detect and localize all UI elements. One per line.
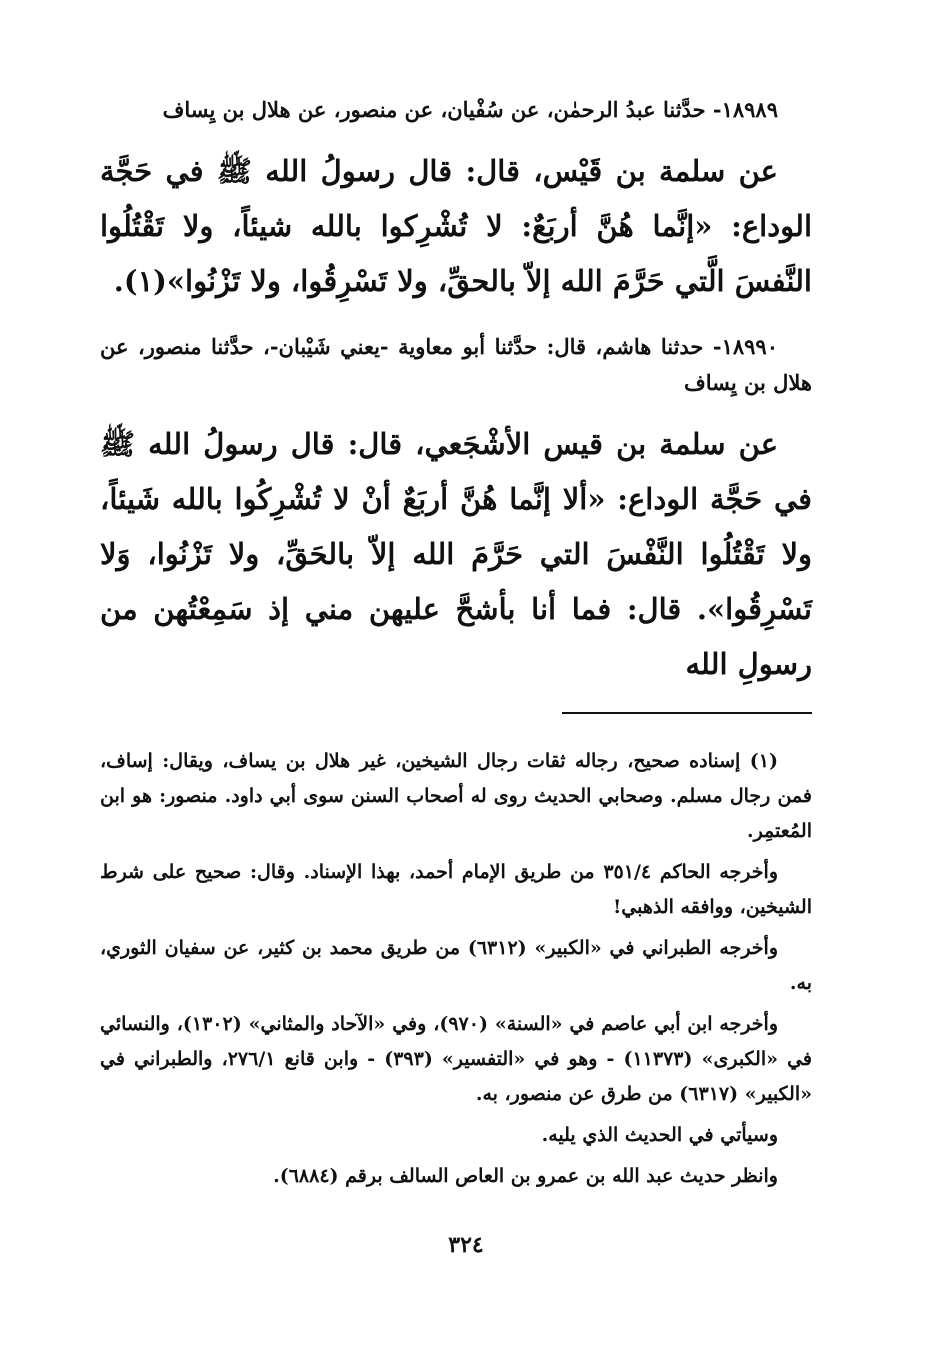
footnote-3: وأخرجه الطبراني في «الكبير» (٦٣١٢) من طريق محمد بن كثير، عن سفيان الثوري، به.	[100, 937, 812, 994]
hadith-18990-matn: عن سلمة بن قيس الأشْجَعي، قال: قال رسولُ الله ﷺ في حَجَّة الوداع: «ألا إنَّما هُنَّ أربَعٌ أنْ لا تُشْرِكُوا بالله شَيئاً، ولا تَقْتُلُوا النَّفْسَ التي حَرَّمَ الله إلاّ بالحَقِّ، ولا تَزْنُوا، وَلا تَسْرِقُوا». قال: فما أنا بأشحَّ عليهن مني إذ سَمِعْتُهن من رسولِ الله	[100, 427, 812, 681]
hadith-18989-isnad: ١٨٩٨٩- حدَّثنا عبدُ الرحمٰن، عن سُفْيان، عن منصور، عن هلال بن يِساف	[162, 97, 778, 122]
footnote-2: وأخرجه الحاكم ٣٥١/٤ من طريق الإمام أحمد، بهذا الإسناد. وقال: صحيح على شرط الشيخين، ووافقه الذهبي!	[100, 861, 812, 918]
footnote-separator	[562, 712, 812, 714]
footnote-6: وانظر حديث عبد الله بن عمرو بن العاص السالف برقم (٦٨٨٤).	[273, 1165, 778, 1187]
page-body	[100, 92, 812, 1200]
footnote-5: وسيأتي في الحديث الذي يليه.	[541, 1124, 778, 1146]
hadith-18990-isnad: ١٨٩٩٠- حدثنا هاشم، قال: حدَّثنا أبو معاوية -يعني شَيْبان-، حدَّثنا منصور، عن هلال بن يِساف	[100, 334, 812, 395]
hadith-18989-matn: عن سلمة بن قَيْس، قال: قال رسولُ الله ﷺ في حَجَّة الوداع: «إنَّما هُنَّ أربَعٌ: لا تُشْرِكوا بالله شيئاً، ولا تَقْتُلُوا النَّفسَ الَّتي حَرَّمَ الله إلاّ بالحقِّ، ولا تَسْرِقُوا، ولا تَزْنُوا»(١).	[100, 154, 812, 298]
footnotes	[100, 744, 812, 1194]
page-number: ٣٢٤	[448, 1232, 484, 1258]
footnote-4: وأخرجه ابن أبي عاصم في «السنة» (٩٧٠)، وفي «الآحاد والمثاني» (١٣٠٢)، والنسائي في «الكبرى» (١١٣٧٣) - وهو في «التفسير» (٣٩٣) - وابن قانع ٢٧٦/١، والطبراني في «الكبير» (٦٣١٧) من طرق عن منصور، به.	[100, 1013, 813, 1105]
footnote-1: (١) إسناده صحيح، رجاله ثقات رجال الشيخين، غير هلال بن يساف، ويقال: إساف، فمن رجال مسلم. وصحابي الحديث روى له أصحاب السنن سوى أبي داود. منصور: هو ابن المُعتمِر.	[100, 750, 812, 842]
